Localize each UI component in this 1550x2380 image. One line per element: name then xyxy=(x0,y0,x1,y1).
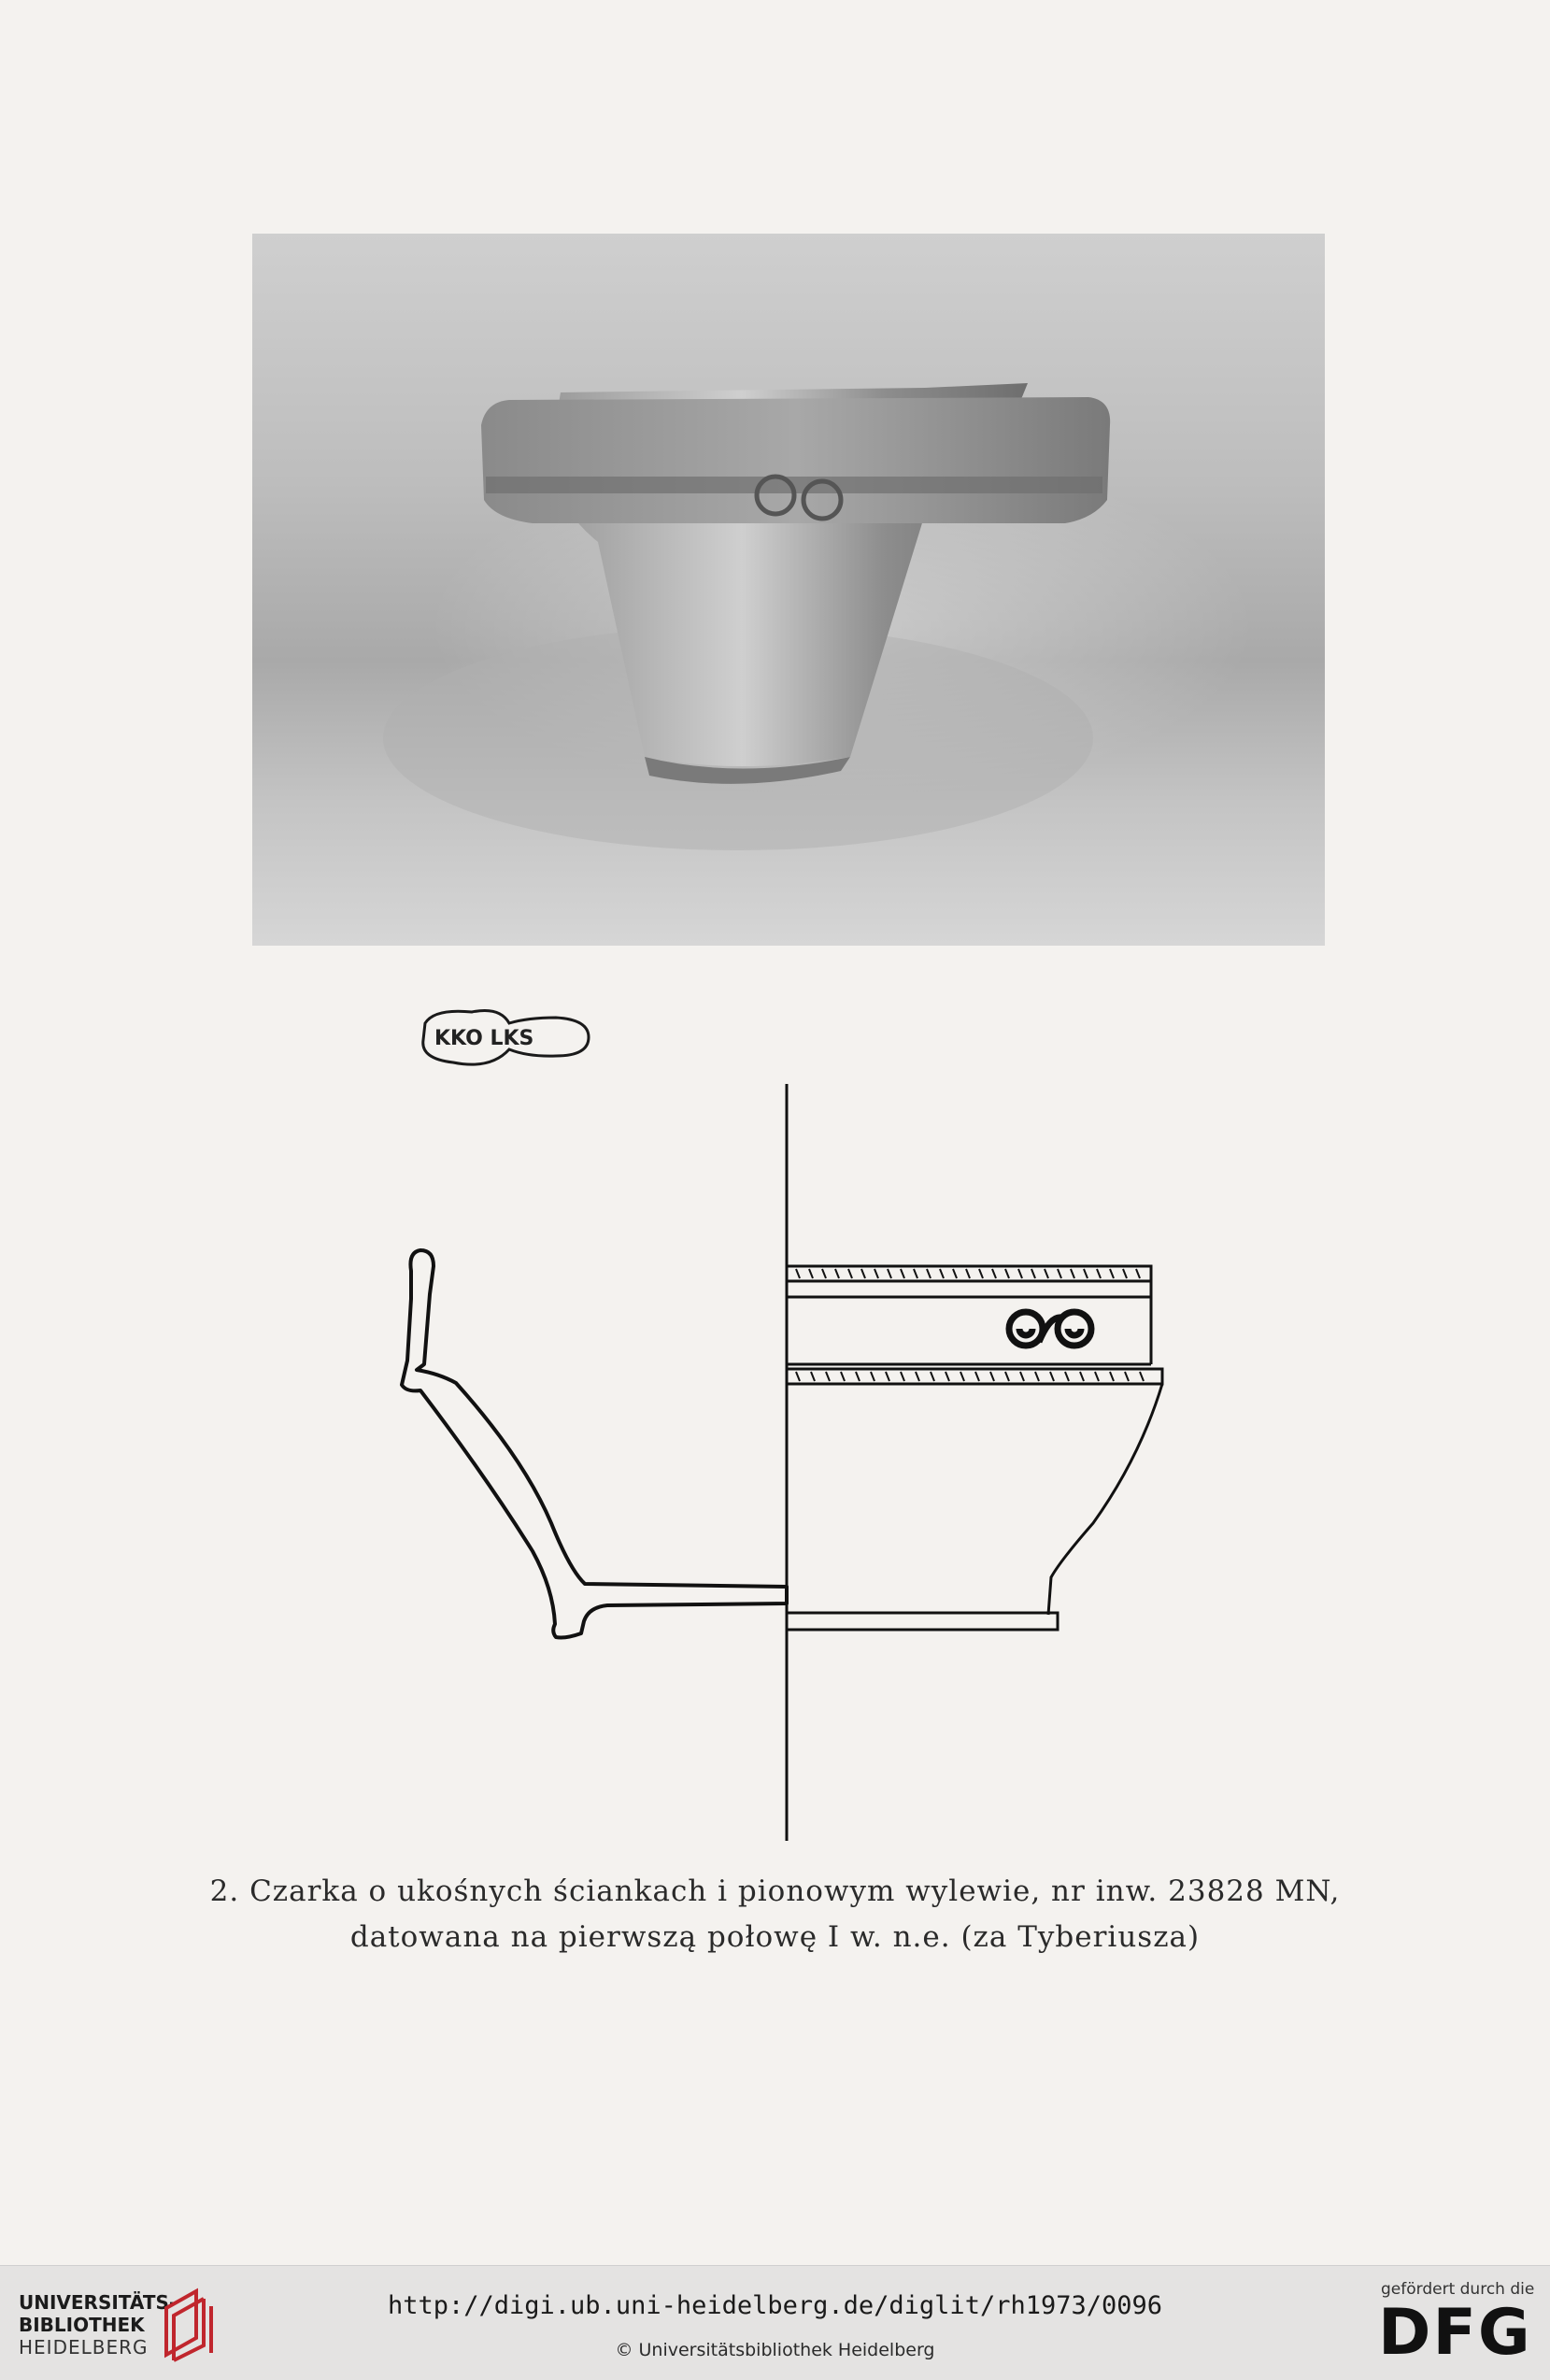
profile-drawing-svg xyxy=(374,1084,1177,1850)
bowl-profile-drawing xyxy=(374,1084,1177,1854)
potter-stamp xyxy=(416,1005,593,1074)
stamp-text: KKO LKS xyxy=(434,1027,534,1050)
bowl-photograph xyxy=(252,234,1325,946)
library-name-line-1: UNIVERSITÄTS- xyxy=(19,2291,178,2314)
figure-caption-line-1: 2. Czarka o ukośnych ściankach i pionowym wylewie, nr inw. 23828 MN, xyxy=(209,1874,1341,1908)
funding-label: gefördert durch die xyxy=(1381,2280,1535,2299)
library-name-line-2: BIBLIOTHEK xyxy=(19,2314,145,2336)
figure-caption-line-2: datowana na pierwszą połowę I w. n.e. (za Tyberiusza) xyxy=(349,1920,1201,1954)
library-name-line-3: HEIDELBERG xyxy=(19,2336,149,2359)
copyright-notice: © Universitätsbibliothek Heidelberg xyxy=(615,2340,935,2360)
bowl-photo-image xyxy=(252,234,1325,946)
spiral-ornament xyxy=(1009,1312,1091,1346)
dfg-logo: DFG xyxy=(1378,2296,1532,2370)
permalink-url[interactable]: http://digi.ub.uni-heidelberg.de/diglit/rh1973/0096 xyxy=(387,2291,1163,2320)
digitization-footer xyxy=(0,2265,1550,2380)
